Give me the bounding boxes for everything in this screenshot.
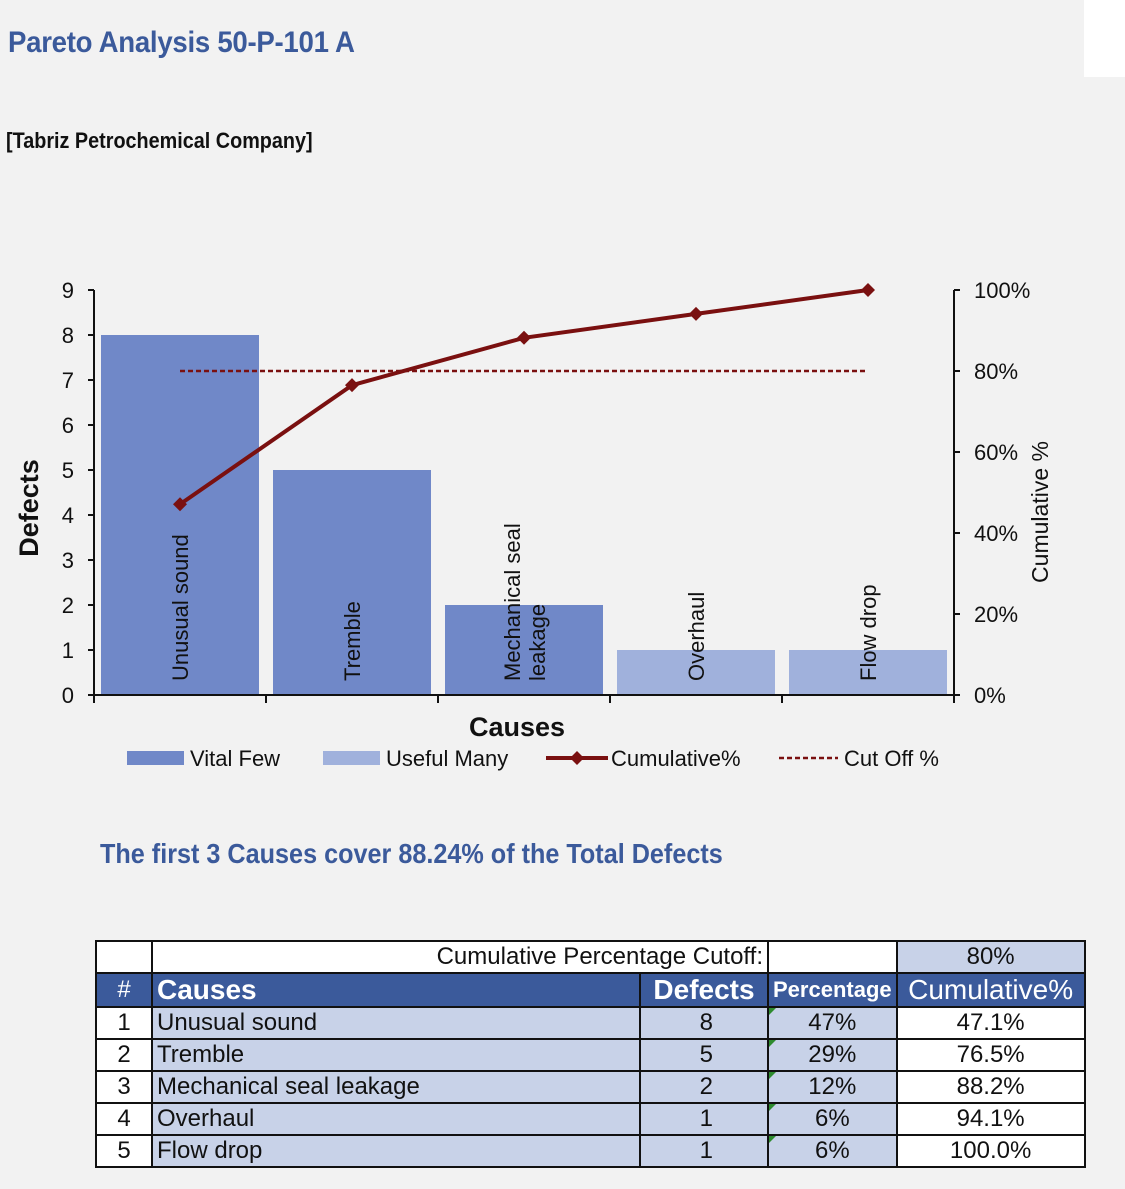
category-label: Mechanical seal	[500, 523, 525, 681]
legend-label: Cumulative%	[611, 746, 741, 771]
y-tick-label: 8	[61, 323, 74, 348]
cutoff-row	[96, 941, 1085, 973]
cumulative-point	[861, 283, 875, 297]
row-num[interactable]: 4	[96, 1103, 152, 1135]
legend-marker-cumulative	[570, 751, 584, 765]
header-percentage: Percentage	[768, 973, 897, 1007]
y-tick-label: 1	[61, 638, 74, 663]
pareto-table	[95, 940, 1086, 1168]
row-cause[interactable]: Tremble	[152, 1039, 640, 1071]
y-tick-label: 6	[61, 413, 74, 438]
table-header	[96, 973, 1085, 1007]
y2-tick-label: 80%	[974, 359, 1019, 384]
y2-axis-title: Cumulative %	[1027, 441, 1053, 583]
y2-tick-label: 60%	[974, 440, 1019, 465]
row-percentage[interactable]: 12%	[768, 1071, 897, 1103]
cutoff-value[interactable]: 80%	[897, 941, 1085, 973]
legend-swatch-vital-few	[127, 751, 184, 765]
row-cumulative[interactable]: 100.0%	[897, 1135, 1085, 1167]
legend-swatch-useful-many	[323, 751, 380, 765]
row-defects[interactable]: 2	[640, 1071, 768, 1103]
header-cumulative: Cumulative%	[897, 973, 1085, 1007]
header-gap	[1084, 0, 1125, 77]
row-cumulative[interactable]: 47.1%	[897, 1007, 1085, 1039]
header-causes: Causes	[152, 973, 640, 1007]
category-label: leakage	[525, 603, 550, 681]
y-tick-label: 9	[61, 278, 74, 303]
pareto-chart	[0, 240, 1125, 800]
row-cause[interactable]: Overhaul	[152, 1103, 640, 1135]
y2-tick-label: 0%	[974, 683, 1006, 708]
legend-label: Cut Off %	[844, 746, 939, 771]
company-name: [Tabriz Petrochemical Company]	[6, 128, 313, 153]
y2-tick-label: 40%	[974, 521, 1019, 546]
y-tick-label: 5	[61, 458, 74, 483]
row-percentage[interactable]: 29%	[768, 1039, 897, 1071]
category-label: Unusual sound	[168, 534, 193, 681]
row-defects[interactable]: 1	[640, 1103, 768, 1135]
row-num[interactable]: 5	[96, 1135, 152, 1167]
page-title: Pareto Analysis 50-P-101 A	[8, 26, 355, 59]
cumulative-point	[517, 331, 531, 345]
row-defects[interactable]: 1	[640, 1135, 768, 1167]
cumulative-point	[689, 307, 703, 321]
header-defects: Defects	[640, 973, 768, 1007]
row-num[interactable]: 3	[96, 1071, 152, 1103]
y-tick-label: 2	[61, 593, 74, 618]
header-num: #	[96, 973, 152, 1007]
row-num[interactable]: 1	[96, 1007, 152, 1039]
cutoff-label: Cumulative Percentage Cutoff:	[152, 941, 768, 973]
legend-label: Vital Few	[190, 746, 281, 771]
y2-tick-label: 100%	[974, 278, 1031, 303]
row-cause[interactable]: Mechanical seal leakage	[152, 1071, 640, 1103]
category-label: Flow drop	[856, 584, 881, 681]
legend	[127, 746, 939, 771]
summary-text: The first 3 Causes cover 88.24% of the Total Defects	[100, 838, 723, 869]
table-row	[96, 1103, 1085, 1135]
row-cumulative[interactable]: 94.1%	[897, 1103, 1085, 1135]
cutoff-empty-cell	[96, 941, 152, 973]
row-percentage[interactable]: 6%	[768, 1135, 897, 1167]
row-cumulative[interactable]: 88.2%	[897, 1071, 1085, 1103]
x-axis-title: Causes	[468, 712, 566, 742]
row-cause[interactable]: Flow drop	[152, 1135, 640, 1167]
category-label: Tremble	[340, 601, 365, 681]
row-defects[interactable]: 8	[640, 1007, 768, 1039]
y-tick-label: 0	[61, 683, 74, 708]
cutoff-blank-cell	[768, 941, 897, 973]
table-row	[96, 1071, 1085, 1103]
legend-label: Useful Many	[386, 746, 509, 771]
y-axis-title: Defects	[14, 459, 44, 557]
row-defects[interactable]: 5	[640, 1039, 768, 1071]
row-cumulative[interactable]: 76.5%	[897, 1039, 1085, 1071]
table-row	[96, 1135, 1085, 1167]
y2-tick-label: 20%	[974, 602, 1019, 627]
y-tick-label: 7	[61, 368, 74, 393]
row-percentage[interactable]: 47%	[768, 1007, 897, 1039]
table-row	[96, 1007, 1085, 1039]
category-label: Overhaul	[684, 591, 709, 681]
y-tick-label: 3	[61, 548, 74, 573]
row-percentage[interactable]: 6%	[768, 1103, 897, 1135]
table-row	[96, 1039, 1085, 1071]
row-num[interactable]: 2	[96, 1039, 152, 1071]
y-tick-label: 4	[61, 503, 74, 528]
row-cause[interactable]: Unusual sound	[152, 1007, 640, 1039]
